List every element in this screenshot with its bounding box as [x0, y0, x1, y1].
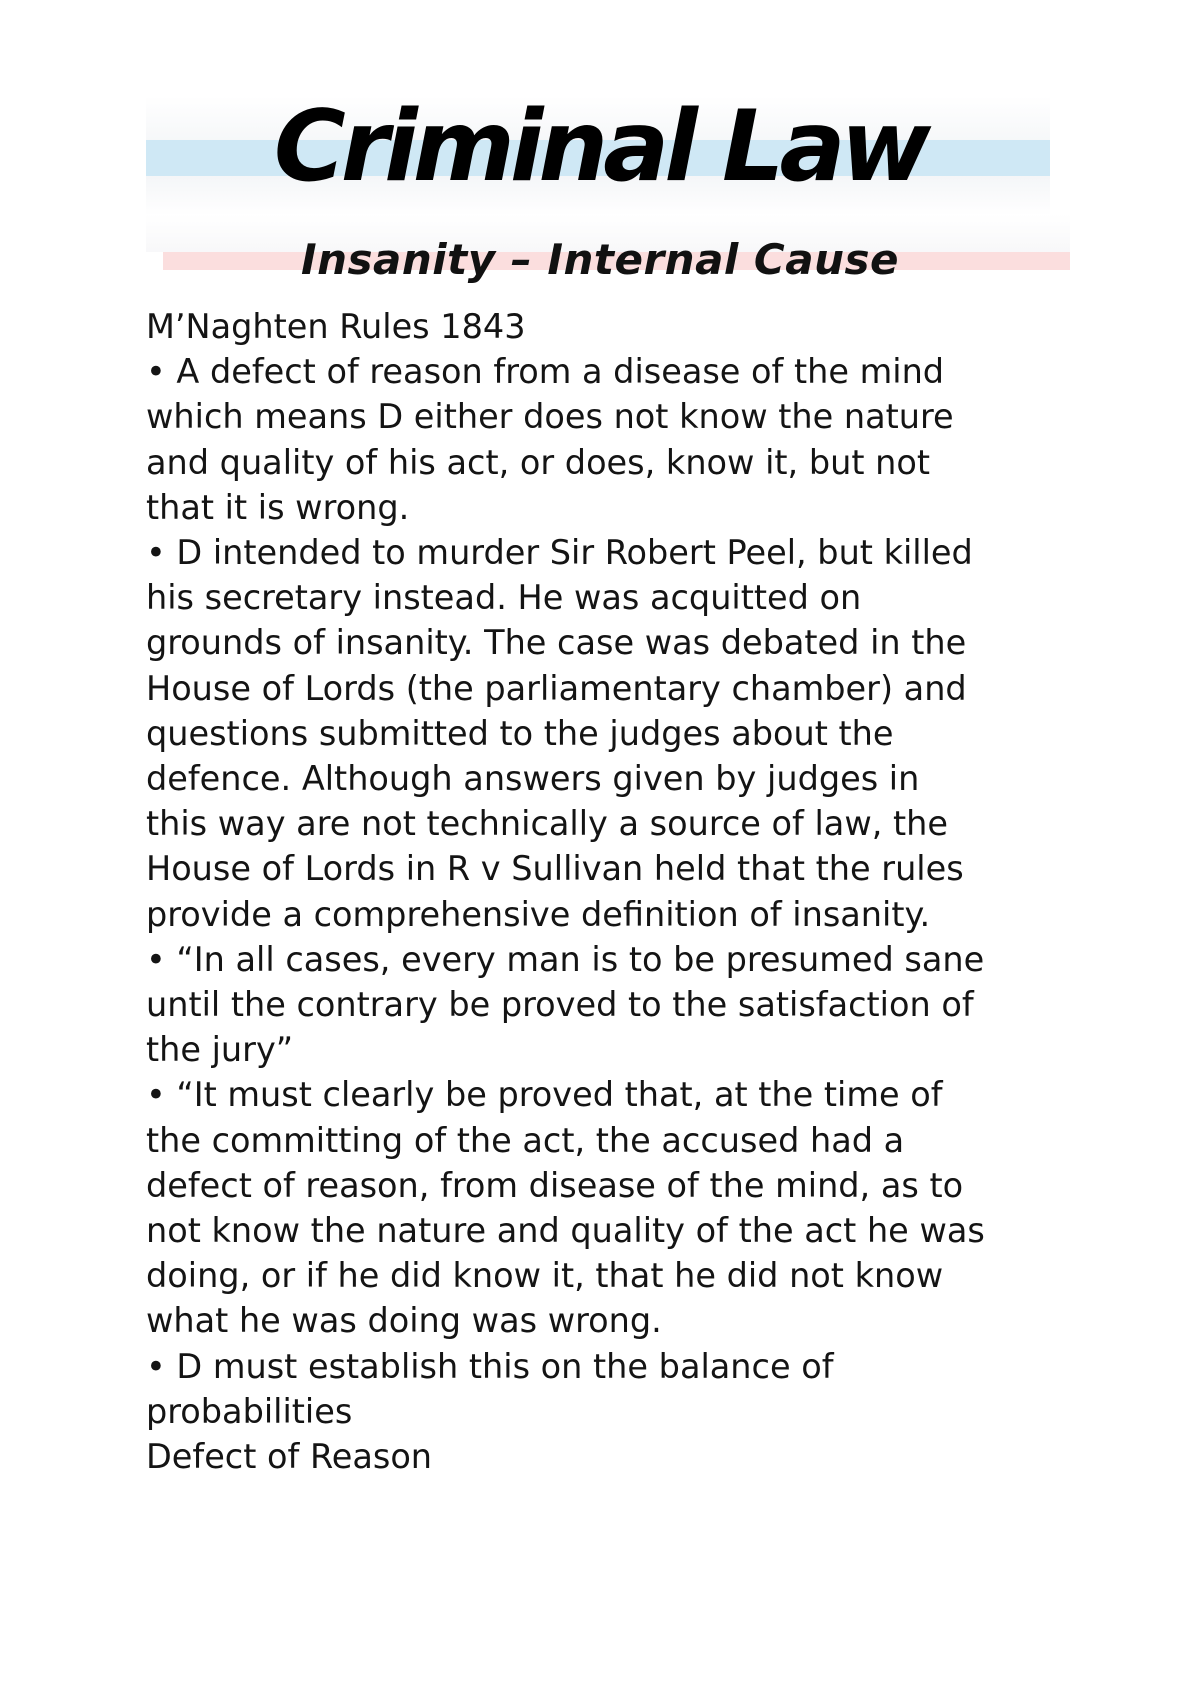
body-line: M’Naghten Rules 1843: [146, 307, 526, 346]
body-line: the jury”: [146, 1030, 294, 1070]
body-line: probabilities: [146, 1391, 353, 1431]
body-line: not know the nature and quality of the act he was: [146, 1211, 985, 1251]
body-line: defect of reason, from disease of the mind, as to: [146, 1165, 964, 1205]
body-line: the committing of the act, the accused had a: [146, 1120, 905, 1160]
body-line: • D must establish this on the balance of: [146, 1346, 834, 1386]
body-line: until the contrary be proved to the satisfaction of: [146, 985, 974, 1025]
body-line: House of Lords in R v Sullivan held that the rules: [146, 849, 964, 889]
body-line: • D intended to murder Sir Robert Peel, but killed: [146, 533, 973, 573]
body-line: which means D either does not know the nature: [146, 397, 954, 437]
body-line: this way are not technically a source of law, the: [146, 804, 949, 844]
body-line: • A defect of reason from a disease of the mind: [146, 352, 945, 392]
body-line: defence. Although answers given by judges in: [146, 759, 920, 799]
document-subtitle: Insanity – Internal Cause: [301, 235, 899, 284]
body-line: Defect of Reason: [146, 1437, 433, 1477]
body-line: grounds of insanity. The case was debated in the: [146, 623, 967, 663]
document-title: Criminal Law: [273, 90, 927, 204]
body-line: that it is wrong.: [146, 487, 410, 527]
body-line: and quality of his act, or does, know it, but not: [146, 442, 930, 482]
body-line: House of Lords (the parliamentary chamber) and: [146, 668, 967, 708]
body-line: doing, or if he did know it, that he did not know: [146, 1256, 944, 1296]
body-line: • “In all cases, every man is to be presumed sane: [146, 939, 985, 979]
body-line: • “It must clearly be proved that, at the time of: [146, 1075, 943, 1115]
document-body: [146, 304, 1086, 1479]
body-line: his secretary instead. He was acquitted on: [146, 578, 862, 618]
body-line: provide a comprehensive definition of insanity.: [146, 894, 931, 934]
body-line: what he was doing was wrong.: [146, 1301, 662, 1341]
body-line: questions submitted to the judges about the: [146, 713, 894, 753]
